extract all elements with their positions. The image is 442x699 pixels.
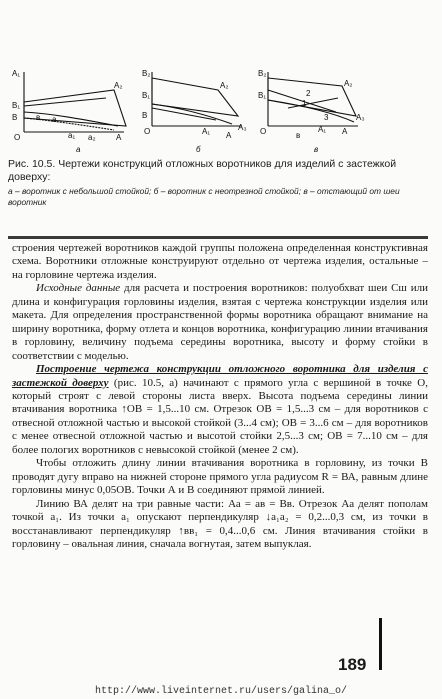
paragraph-2 (12, 282, 428, 363)
label-a: А (116, 133, 122, 142)
body-text (12, 242, 428, 551)
label-a-lower: а (52, 115, 57, 124)
fig-label-b: б (196, 145, 201, 154)
figure-svg (6, 68, 436, 154)
label-c-2: 2 (306, 89, 311, 98)
label-c-1: 1 (302, 99, 307, 108)
label-c-a2: A₂ (344, 79, 353, 88)
paragraph-1: строения чертежей воротников каждой группы положена определенная конструктивная схема. Воротники отложные конструируют отдельно от чертежа изделия, остальные – на горловине чертежа изделия. (12, 242, 428, 281)
caption-title: Рис. 10.5. Чертежи конструкций отложных воротников для изделий с застежкой доверху: (8, 158, 397, 183)
label-b-b: В (142, 111, 148, 120)
label-b-a: А (226, 131, 232, 140)
label-b-a2: A₂ (220, 81, 229, 90)
figure-caption (8, 158, 432, 208)
paragraph-5: Линию ВА делят на три равные части: Аа = ав = Вв. Отрезок Аа делят пополам точкой а₁. Из точки а₁ опускают перпендикуляр ↓а₁а₂ = 0,2...0,3 см, из точки в восстанавливают перпендикуляр ↑вв₁ = 0,4...0,6 см. Линия втачивания стойки в горловину – овальная линия, сначала вогнутая, затем выпуклая. (12, 497, 428, 550)
label-b: В (12, 113, 18, 122)
label-a2: A₂ (114, 81, 123, 90)
label-b1: B₁ (12, 101, 21, 110)
caption-legend: а – воротник с небольшой стойкой; б – воротник с неотрезной стойкой; в – отстающий от шеи воротник (8, 186, 400, 207)
label-b2: В₂ (142, 69, 151, 78)
label-c-v: в (296, 131, 301, 140)
section-divider (8, 236, 428, 239)
figure-b (152, 72, 242, 126)
figure-drawings (6, 68, 436, 154)
paragraph-3 (12, 363, 428, 457)
watermark-url: http://www.liveinternet.ru/users/galina_o/ (94, 686, 348, 697)
label-b-b1: В₁ (142, 91, 151, 100)
label-c-o: О (260, 127, 267, 136)
label-b-a1: A₁ (202, 127, 211, 136)
label-c-b2: B₂ (258, 69, 267, 78)
label-c-3: 3 (324, 113, 329, 122)
paragraph-3-text: (рис. 10.5, а) начинают с прямого угла с вершиной в точке О, который строят с левой стороны листа вверх. Высота подъема середины линии втачивания воротника ↑ОВ = 1,5...10 см. Отрезок ОВ = 1,5...3 см – для воротников с отвесной отложной частью и высокой стойкой (3...4 см); ОВ = 3...6 см – для воротников с менее отвесной отложной частью и высотой стойки 2,5...3 см; ОВ = 7...10 см – для более пологих воротников с невысокой стойкой (менее 2 см). (12, 376, 428, 456)
page-number: 189 (338, 655, 367, 674)
label-a2-lower: а₂ (88, 133, 96, 142)
label-o: О (14, 133, 21, 142)
fig-label-a: а (76, 145, 81, 154)
label-c-a1: A₁ (318, 125, 327, 134)
paragraph-2-text: для расчета и построения воротников: полуобхват шеи Сш или длина и конфигурация горловины изделия, взятая с чертежа конструкции изделия или макета. Для определения пространственной формы воротника обращают внимание на ширину воротника, форму отлета и концов воротника, конфигурацию линии втачивания в горловину, величину подъема середины воротника, высоту и форму стойки в соответствии с моделью. (12, 282, 429, 362)
figure-a (24, 72, 126, 132)
paragraph-4: Чтобы отложить длину линии втачивания воротника в горловину, из точки В проводят дугу вправо на нижней стороне прямого угла радиусом R = ВА, равным длине горловины минус 0,05ОВ. Точки А и В соединяют прямой линией. (12, 457, 428, 497)
term-construction: Построение чертежа конструкции отложного воротника для изделия с застежкой доверху (12, 363, 428, 389)
label-a1: а₁ (68, 131, 76, 140)
label-c-b1: В₁ (258, 91, 267, 100)
label-c-a3: A₃ (356, 113, 365, 122)
page-number-bar (379, 618, 382, 670)
label-b-o: О (144, 127, 151, 136)
label-a1-top: A₁ (12, 69, 21, 78)
term-initial-data: Исходные данные (36, 282, 121, 295)
label-c-a: А (342, 127, 348, 136)
label-bv: в (36, 113, 41, 122)
label-b-a3: A₃ (238, 123, 247, 132)
fig-label-c: в (314, 145, 319, 154)
